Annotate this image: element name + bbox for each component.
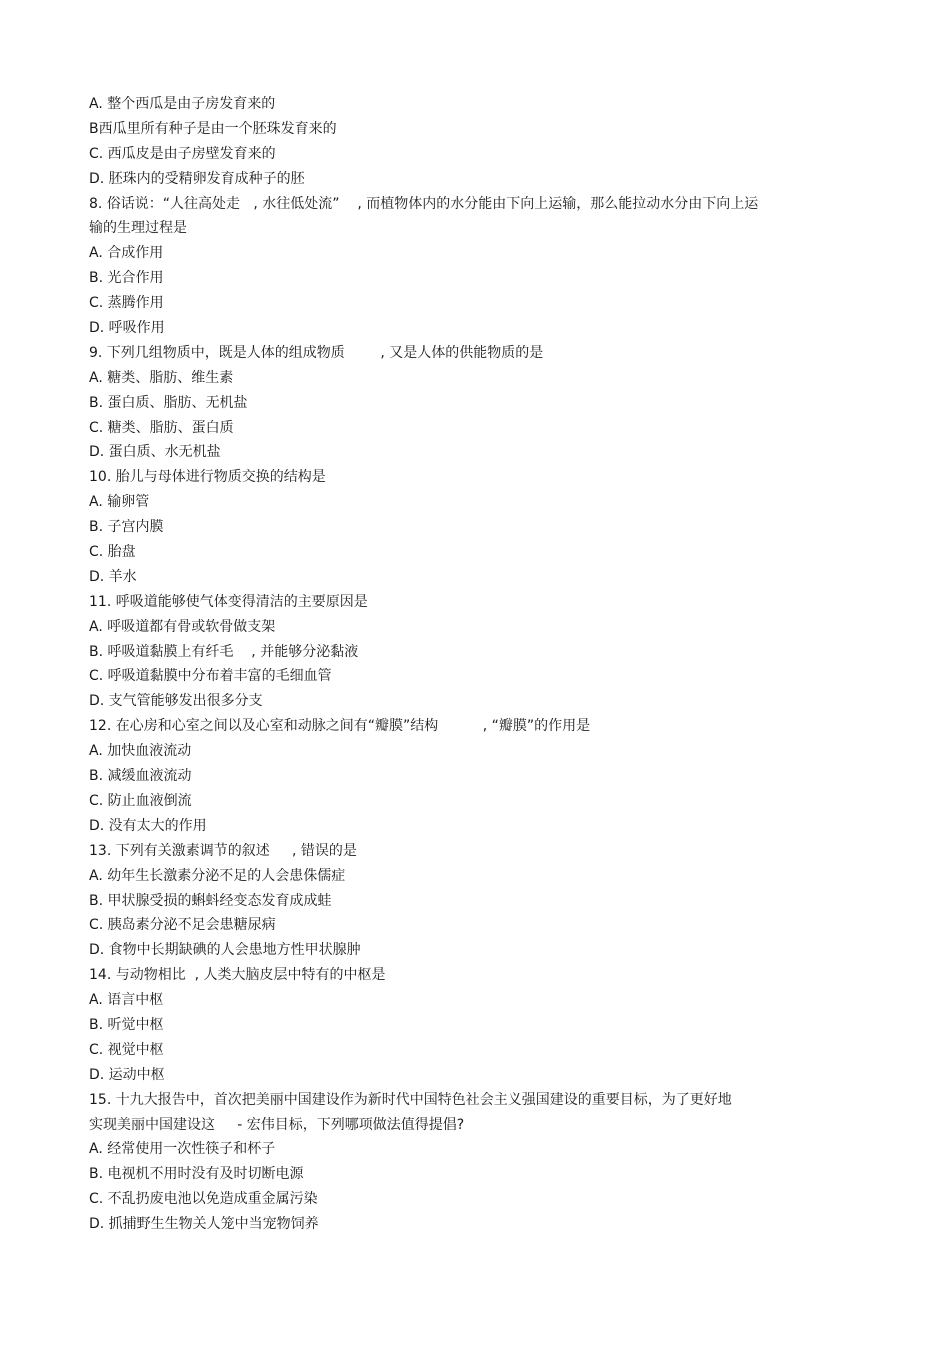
- answer-option: D. 食物中长期缺碘的人会患地方性甲状腺肿: [89, 942, 361, 959]
- answer-option: B. 光合作用: [89, 270, 164, 287]
- question-11: 11. 呼吸道能够使气体变得清洁的主要原因是: [89, 593, 368, 610]
- question-8-cont: 输的生理过程是: [89, 220, 187, 237]
- answer-option: D. 呼吸作用: [89, 320, 165, 337]
- question-15: 15. 十九大报告中，首次把美丽中国建设作为新时代中国特色社会主义强国建设的重要目标，为了更好地: [89, 1091, 732, 1108]
- answer-option: C. 防止血液倒流: [89, 792, 192, 809]
- answer-option: B. 甲状腺受损的蝌蚪经变态发育成成蛙: [89, 892, 332, 909]
- question-9: 9. 下列几组物质中，既是人体的组成物质 , 又是人体的供能物质的是: [89, 344, 544, 361]
- question-8: 8. 俗话说：“人往高处走 , 水往低处流” , 而植物体内的水分能由下向上运输，那么能拉动水分由下向上运: [89, 195, 759, 212]
- answer-option: B. 电视机不用时没有及时切断电源: [89, 1166, 304, 1183]
- answer-option: B西瓜里所有种子是由一个胚珠发育来的: [89, 120, 337, 137]
- answer-option: C. 胎盘: [89, 544, 136, 561]
- question-15-cont: 实现美丽中国建设这 - 宏伟目标，下列哪项做法值得提倡?: [89, 1116, 465, 1133]
- answer-option: A. 幼年生长激素分泌不足的人会患侏儒症: [89, 867, 346, 884]
- answer-option: C. 不乱扔废电池以免造成重金属污染: [89, 1191, 318, 1208]
- question-10: 10. 胎儿与母体进行物质交换的结构是: [89, 469, 326, 486]
- answer-option: A. 经常使用一次性筷子和杯子: [89, 1141, 276, 1158]
- answer-option: A. 糖类、脂肪、维生素: [89, 369, 234, 386]
- answer-option: A. 输卵管: [89, 494, 150, 511]
- answer-option: D. 蛋白质、水无机盐: [89, 444, 221, 461]
- question-14: 14. 与动物相比 , 人类大脑皮层中特有的中枢是: [89, 967, 386, 984]
- answer-option: D. 羊水: [89, 568, 137, 585]
- answer-option: C. 呼吸道黏膜中分布着丰富的毛细血管: [89, 668, 332, 685]
- answer-option: A. 合成作用: [89, 245, 164, 262]
- document-body: [89, 92, 829, 1237]
- answer-option: B. 减缓血液流动: [89, 768, 192, 785]
- answer-option: A. 加快血液流动: [89, 743, 192, 760]
- question-13: 13. 下列有关激素调节的叙述 , 错误的是: [89, 842, 357, 859]
- answer-option: A. 整个西瓜是由子房发育来的: [89, 96, 276, 112]
- answer-option: B. 听觉中枢: [89, 1016, 164, 1033]
- question-12: 12. 在心房和心室之间以及心室和动脉之间有“瓣膜”结构 , “瓣膜”的作用是: [89, 718, 591, 735]
- answer-option: D. 支气管能够发出很多分支: [89, 693, 263, 710]
- answer-option: A. 呼吸道都有骨或软骨做支架: [89, 618, 276, 635]
- answer-option: B. 子宫内膜: [89, 519, 164, 536]
- answer-option: D. 胚珠内的受精卵发育成种子的胚: [89, 170, 305, 187]
- answer-option: D. 抓捕野生生物关人笼中当宠物饲养: [89, 1216, 319, 1233]
- answer-option: C. 糖类、脂肪、蛋白质: [89, 419, 234, 436]
- answer-option: C. 蒸腾作用: [89, 295, 164, 312]
- answer-option: D. 运动中枢: [89, 1066, 165, 1083]
- answer-option: C. 西瓜皮是由子房壁发育来的: [89, 145, 276, 162]
- answer-option: A. 语言中枢: [89, 992, 164, 1009]
- answer-option: B. 蛋白质、脂肪、无机盐: [89, 394, 248, 411]
- answer-option: C. 胰岛素分泌不足会患糖尿病: [89, 917, 276, 934]
- answer-option: C. 视觉中枢: [89, 1041, 164, 1058]
- answer-option: B. 呼吸道黏膜上有纤毛 , 并能够分泌黏液: [89, 643, 359, 660]
- answer-option: D. 没有太大的作用: [89, 817, 207, 834]
